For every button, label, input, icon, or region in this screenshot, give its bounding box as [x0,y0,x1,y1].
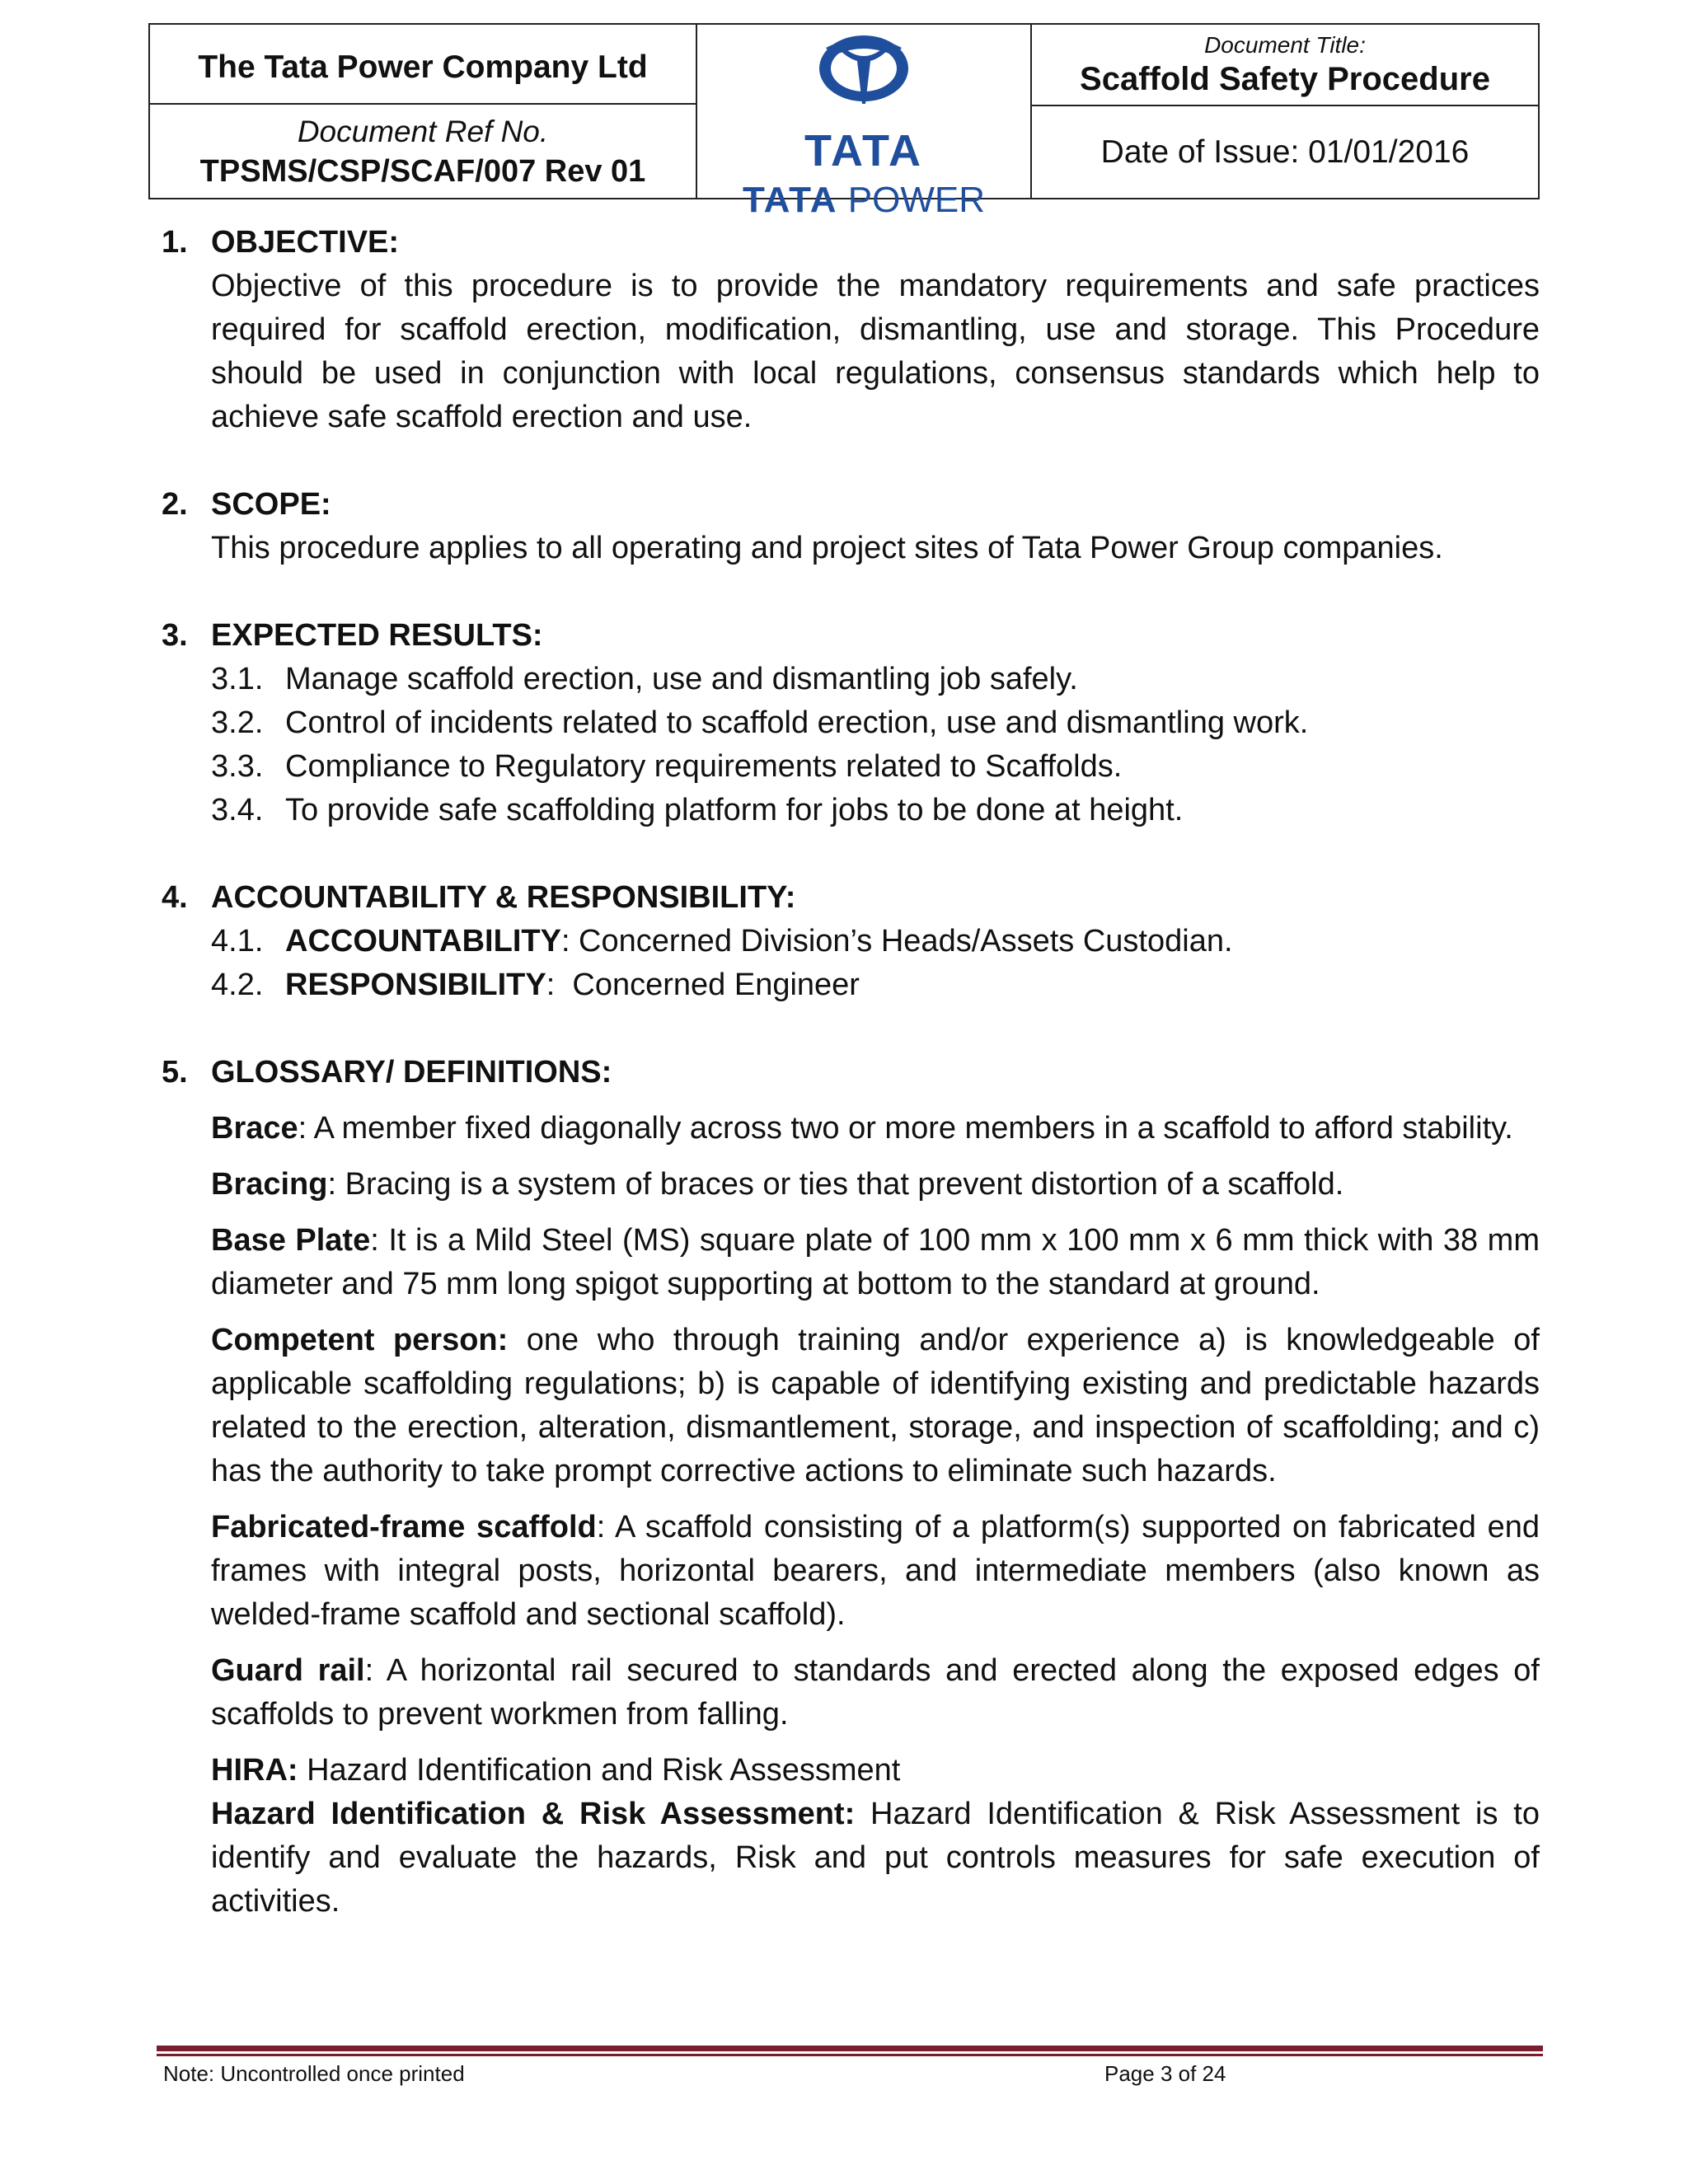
item-number: 4.2. [211,968,264,1002]
definition-hira [211,1749,1540,1793]
objective-text: Objective of this procedure is to provide the mandatory requirements and safe practices required for scaffold erection, modification, dismantling, use and storage. This Procedure should be used in conjunction with local regulations, consensus standards which help to achieve safe scaffold erection and use. [211,269,1540,434]
list-item [0,701,1688,745]
section-heading [0,221,1688,265]
section-glossary [0,1051,1688,1924]
list-item [0,789,1688,832]
footer-note: Note: Uncontrolled once printed [163,2061,465,2086]
item-text: Compliance to Regulatory requirements related to Scaffolds. [285,749,1123,784]
definition-term: Hazard Identification & Risk Assessment: [211,1797,856,1831]
definition-text: : A scaffold consisting of a platform(s) supported on fabricated end frames with integral posts, horizontal bearers, and intermediate members (also known as welded-frame scaffold and sectional scaffold). [211,1510,1540,1632]
footer-rule-thick [157,2046,1543,2051]
doc-ref-label: Document Ref No. [297,114,549,148]
doc-title-label: Document Title: [1204,31,1366,58]
item-number: 3.1. [211,662,264,696]
definition-fabricated-frame-scaffold [211,1506,1540,1637]
section-number: 5. [162,1055,188,1090]
definition-term: Bracing [211,1167,328,1202]
definition-base-plate [211,1219,1540,1306]
expected-results-list [0,658,1688,832]
header-left-column [150,25,697,198]
item-text: To provide safe scaffolding platform for jobs to be done at height. [285,793,1184,827]
list-item [0,658,1688,701]
item-number: 3.3. [211,749,264,784]
section-number: 4. [162,880,188,915]
definition-competent-person [211,1319,1540,1493]
item-number: 4.1. [211,924,264,958]
definition-term: Fabricated-frame scaffold [211,1510,597,1544]
section-scope [0,483,1688,570]
section-title: ACCOUNTABILITY & RESPONSIBILITY: [211,880,796,915]
section-heading [0,614,1688,658]
header-right-column [1032,25,1538,198]
logo-wordmark: TATA [804,126,923,176]
list-item [0,745,1688,789]
doc-ref-number: TPSMS/CSP/SCAF/007 Rev 01 [199,153,646,189]
section-number: 3. [162,618,188,653]
section-number: 1. [162,225,188,260]
scope-text: This procedure applies to all operating and project sites of Tata Power Group companies. [211,531,1443,565]
document-header-table [148,23,1540,220]
item-number: 3.2. [211,705,264,740]
logo-cell [697,25,1032,220]
doc-ref-cell [150,105,696,198]
doc-title-cell [1032,25,1538,106]
definition-term: HIRA: [211,1753,298,1788]
definition-text: : Bracing is a system of braces or ties that prevent distortion of a scaffold. [327,1167,1344,1202]
section-accountability [0,876,1688,1007]
date-of-issue: Date of Issue: 01/01/2016 [1100,134,1470,170]
doc-title: Scaffold Safety Procedure [1080,60,1490,97]
definition-text: : A member fixed diagonally across two or more members in a scaffold to afford stability. [298,1111,1513,1146]
page-number: Page 3 of 24 [1104,2061,1226,2086]
item-text: Manage scaffold erection, use and dismantling job safely. [285,662,1078,696]
tata-emblem-icon [814,31,913,105]
item-description: : Concerned Division’s Heads/Assets Custodian. [560,924,1233,958]
definition-term: Competent person: [211,1323,509,1357]
definition-term: Brace [211,1111,298,1146]
item-text [285,920,1233,963]
logo-brand-light: POWER [847,180,985,220]
item-description: : Concerned Engineer [546,968,860,1002]
item-number: 3.4. [211,793,264,827]
item-term: RESPONSIBILITY [285,968,546,1002]
definition-text: one who through training and/or experience a) is knowledgeable of applicable scaffolding regulations; b) is capable of identifying existing and predictable hazards related to the erection, alteration, dismantlement, storage, and inspection of scaffolding; and c) has the authority to take prompt corrective actions to eliminate such hazards. [211,1323,1540,1488]
definition-term: Guard rail [211,1653,365,1688]
section-objective [0,221,1688,439]
section-title: GLOSSARY/ DEFINITIONS: [211,1055,612,1090]
section-heading [0,483,1688,527]
definition-bracing [211,1163,1540,1207]
footer-rule-thin [157,2054,1543,2056]
accountability-list [0,920,1688,1007]
definition-term: Base Plate [211,1223,371,1258]
logo-brand [697,180,1030,221]
definition-text: : A horizontal rail secured to standards and erected along the exposed edges of scaffolds to prevent workmen from falling. [211,1653,1540,1732]
logo-brand-bold: TATA [743,180,838,220]
item-text [285,963,860,1007]
document-body [0,221,1688,1924]
item-term: ACCOUNTABILITY [285,924,561,958]
definition-text: Hazard Identification and Risk Assessment [298,1753,901,1788]
section-number: 2. [162,487,188,522]
section-expected-results [0,614,1688,832]
definition-text: Hazard Identification & Risk Assessment is to identify and evaluate the hazards, Risk and put controls measures for safe execution of activities. [211,1797,1540,1919]
definition-guard-rail [211,1649,1540,1736]
list-item [0,963,1688,1007]
definition-text: : It is a Mild Steel (MS) square plate of 100 mm x 100 mm x 6 mm thick with 38 mm diameter and 75 mm long spigot supporting at bottom to the standard at ground. [211,1223,1540,1301]
company-name: The Tata Power Company Ltd [150,25,696,105]
item-text: Control of incidents related to scaffold erection, use and dismantling work. [285,705,1309,740]
section-title: EXPECTED RESULTS: [211,618,543,653]
section-heading [0,1051,1688,1094]
section-heading [0,876,1688,920]
definition-brace [211,1107,1540,1151]
list-item [0,920,1688,963]
section-title: OBJECTIVE: [211,225,400,260]
section-title: SCOPE: [211,487,331,522]
definition-hazard-identification [211,1793,1540,1924]
